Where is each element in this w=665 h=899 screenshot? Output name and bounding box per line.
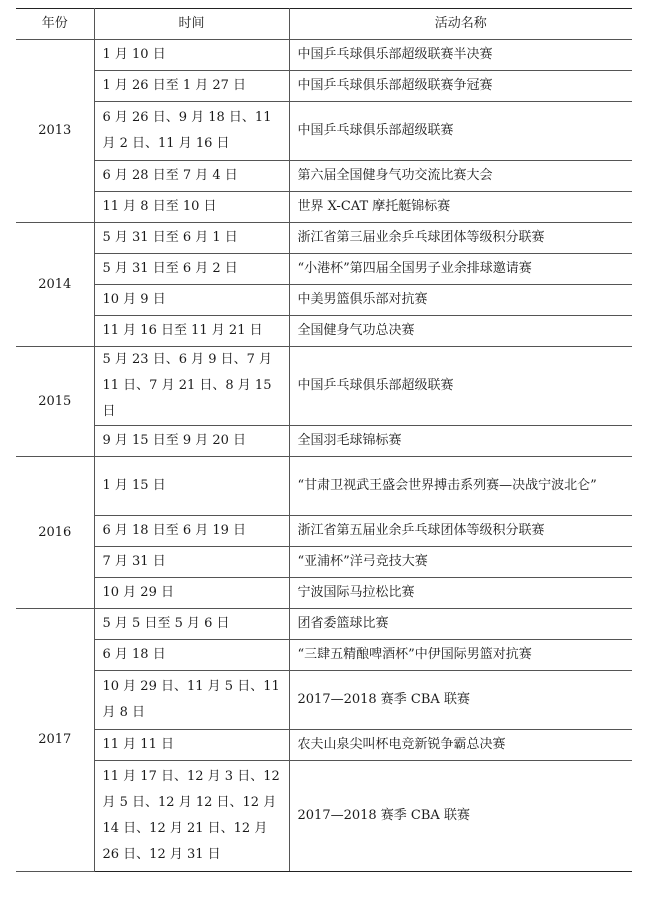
year-cell: 2017 bbox=[16, 609, 94, 872]
event-name-cell: 中国乒乓球俱乐部超级联赛争冠赛 bbox=[289, 71, 632, 102]
table-row bbox=[16, 761, 632, 872]
event-name-cell: 2017—2018 赛季 CBA 联赛 bbox=[289, 671, 632, 730]
event-name-cell: 宁波国际马拉松比赛 bbox=[289, 578, 632, 609]
time-cell: 6 月 18 日 bbox=[94, 640, 289, 671]
table-row bbox=[16, 347, 632, 426]
table-header-row bbox=[16, 9, 632, 40]
event-name-cell: 世界 X-CAT 摩托艇锦标赛 bbox=[289, 192, 632, 223]
events-table bbox=[16, 8, 632, 872]
time-cell: 5 月 31 日至 6 月 2 日 bbox=[94, 254, 289, 285]
event-name-cell: 中美男篮俱乐部对抗赛 bbox=[289, 285, 632, 316]
table-row bbox=[16, 40, 632, 71]
event-name-cell: “甘肃卫视武王盛会世界搏击系列赛—决战宁波北仑” bbox=[289, 457, 632, 516]
event-name-cell: 浙江省第三届业余乒乓球团体等级积分联赛 bbox=[289, 223, 632, 254]
table-row bbox=[16, 547, 632, 578]
time-cell: 10 月 29 日 bbox=[94, 578, 289, 609]
time-cell: 11 月 11 日 bbox=[94, 730, 289, 761]
table-row bbox=[16, 254, 632, 285]
time-cell: 10 月 29 日、11 月 5 日、11 月 8 日 bbox=[94, 671, 289, 730]
table-row bbox=[16, 161, 632, 192]
time-cell: 11 月 16 日至 11 月 21 日 bbox=[94, 316, 289, 347]
event-name-cell: 中国乒乓球俱乐部超级联赛半决赛 bbox=[289, 40, 632, 71]
year-cell: 2013 bbox=[16, 40, 94, 223]
event-name-cell: 团省委篮球比赛 bbox=[289, 609, 632, 640]
time-cell: 10 月 9 日 bbox=[94, 285, 289, 316]
time-cell: 11 月 8 日至 10 日 bbox=[94, 192, 289, 223]
table-row bbox=[16, 730, 632, 761]
table-row bbox=[16, 71, 632, 102]
year-cell: 2014 bbox=[16, 223, 94, 347]
time-cell: 1 月 15 日 bbox=[94, 457, 289, 516]
event-name-cell: “亚浦杯”洋弓竞技大赛 bbox=[289, 547, 632, 578]
event-name-cell: 中国乒乓球俱乐部超级联赛 bbox=[289, 102, 632, 161]
table-row bbox=[16, 609, 632, 640]
event-name-cell: 第六届全国健身气功交流比赛大会 bbox=[289, 161, 632, 192]
table-row bbox=[16, 578, 632, 609]
table-row bbox=[16, 516, 632, 547]
event-name-cell: 2017—2018 赛季 CBA 联赛 bbox=[289, 761, 632, 872]
event-name-cell: 全国羽毛球锦标赛 bbox=[289, 426, 632, 457]
event-name-cell: “小港杯”第四届全国男子业余排球邀请赛 bbox=[289, 254, 632, 285]
table-row bbox=[16, 640, 632, 671]
header-time: 时间 bbox=[94, 9, 289, 40]
time-cell: 6 月 28 日至 7 月 4 日 bbox=[94, 161, 289, 192]
event-name-cell: 农夫山泉尖叫杯电竞新锐争霸总决赛 bbox=[289, 730, 632, 761]
header-name: 活动名称 bbox=[289, 9, 632, 40]
time-cell: 6 月 18 日至 6 月 19 日 bbox=[94, 516, 289, 547]
time-cell: 5 月 23 日、6 月 9 日、7 月 11 日、7 月 21 日、8 月 15 日 bbox=[94, 347, 289, 426]
time-cell: 1 月 26 日至 1 月 27 日 bbox=[94, 71, 289, 102]
year-cell: 2015 bbox=[16, 347, 94, 457]
time-cell: 7 月 31 日 bbox=[94, 547, 289, 578]
table-row bbox=[16, 285, 632, 316]
year-cell: 2016 bbox=[16, 457, 94, 609]
table-row bbox=[16, 223, 632, 254]
event-name-cell: 浙江省第五届业余乒乓球团体等级积分联赛 bbox=[289, 516, 632, 547]
time-cell: 6 月 26 日、9 月 18 日、11 月 2 日、11 月 16 日 bbox=[94, 102, 289, 161]
event-name-cell: 全国健身气功总决赛 bbox=[289, 316, 632, 347]
time-cell: 5 月 31 日至 6 月 1 日 bbox=[94, 223, 289, 254]
header-year: 年份 bbox=[16, 9, 94, 40]
event-name-cell: “三肆五精酿啤酒杯”中伊国际男篮对抗赛 bbox=[289, 640, 632, 671]
time-cell: 11 月 17 日、12 月 3 日、12 月 5 日、12 月 12 日、12 月 14 日、12 月 21 日、12 月 26 日、12 月 31 日 bbox=[94, 761, 289, 872]
time-cell: 9 月 15 日至 9 月 20 日 bbox=[94, 426, 289, 457]
time-cell: 1 月 10 日 bbox=[94, 40, 289, 71]
table-row bbox=[16, 671, 632, 730]
table-row bbox=[16, 316, 632, 347]
time-cell: 5 月 5 日至 5 月 6 日 bbox=[94, 609, 289, 640]
table-row bbox=[16, 192, 632, 223]
table-row bbox=[16, 457, 632, 516]
table-row bbox=[16, 102, 632, 161]
table-row bbox=[16, 426, 632, 457]
event-name-cell: 中国乒乓球俱乐部超级联赛 bbox=[289, 347, 632, 426]
